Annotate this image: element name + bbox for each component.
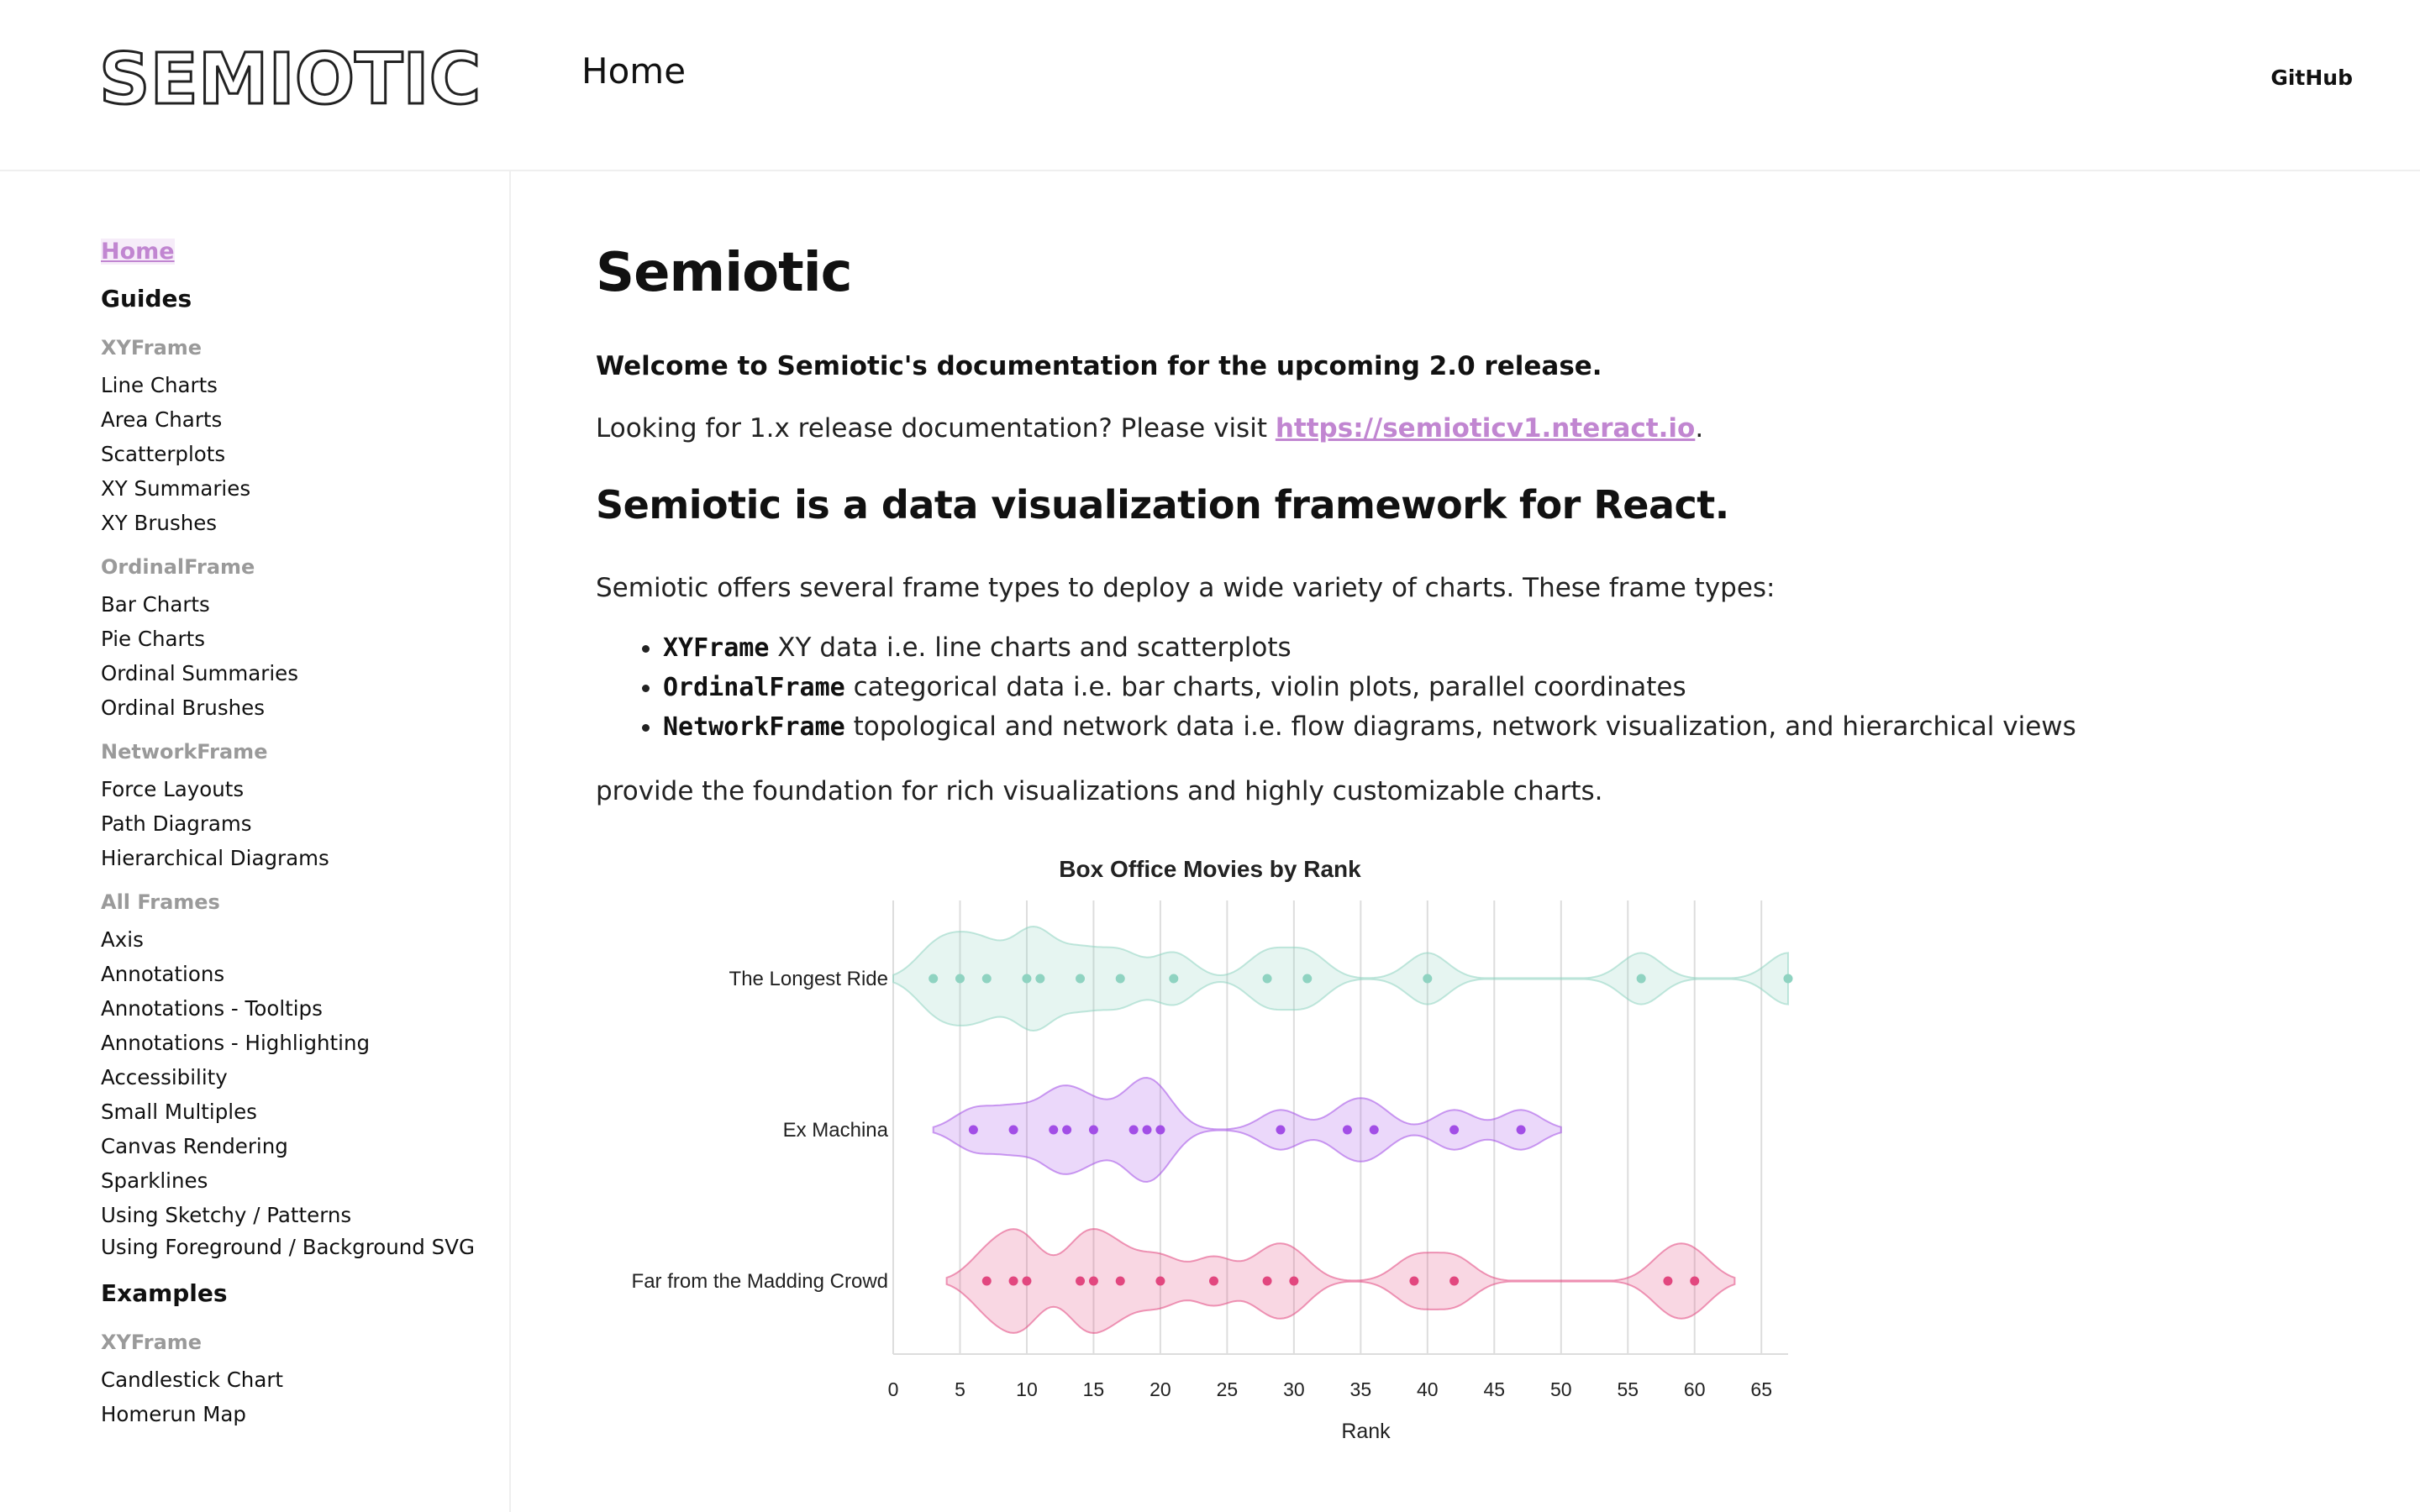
sidebar-content [101, 239, 487, 1446]
data-point [1637, 974, 1646, 984]
sidebar-item-home[interactable]: Home [101, 239, 175, 265]
data-point [1035, 974, 1044, 984]
looking-suffix: . [1695, 413, 1704, 444]
data-point [1089, 1126, 1098, 1135]
sidebar-item[interactable]: Ordinal Brushes [101, 696, 265, 720]
violin-chart [605, 840, 1815, 1478]
sidebar-item[interactable]: Area Charts [101, 407, 223, 432]
github-link[interactable]: GitHub [2270, 66, 2353, 90]
semiotic-logo[interactable] [99, 38, 481, 120]
frame-types-list [596, 628, 2076, 747]
x-tick-label: 20 [1150, 1378, 1171, 1400]
sidebar-item[interactable]: Pie Charts [101, 627, 205, 651]
data-point [1517, 1126, 1526, 1135]
data-point [1143, 1126, 1152, 1135]
data-point [929, 974, 938, 984]
frame-type-desc: XY data i.e. line charts and scatterplots [769, 633, 1292, 663]
sidebar-group [101, 1331, 487, 1431]
data-point [955, 974, 965, 984]
sidebar-item[interactable]: Annotations - Highlighting [101, 1031, 371, 1055]
data-point [1302, 974, 1312, 984]
sidebar-item[interactable]: Force Layouts [101, 777, 245, 801]
data-point [1209, 1277, 1218, 1286]
data-point [1263, 974, 1272, 984]
data-point [1263, 1277, 1272, 1286]
data-point [1690, 1277, 1699, 1286]
guides-list [101, 336, 487, 1263]
sidebar-group-label: OrdinalFrame [101, 555, 255, 579]
x-tick-label: 40 [1417, 1378, 1439, 1400]
category-label: Ex Machina [782, 1119, 888, 1142]
chart-title: Box Office Movies by Rank [1059, 856, 1361, 882]
top-header [0, 0, 2420, 171]
x-tick-label: 55 [1617, 1378, 1639, 1400]
sidebar-group [101, 890, 487, 1263]
x-tick-label: 25 [1216, 1378, 1239, 1400]
data-point [1129, 1126, 1139, 1135]
frame-type-item [663, 628, 2076, 668]
sidebar-item[interactable]: Accessibility [101, 1065, 228, 1089]
frame-type-item [663, 668, 2076, 707]
v1-docs-link[interactable]: https://semioticv1.nteract.io [1275, 413, 1696, 444]
sidebar-group [101, 336, 487, 540]
data-point [1155, 1277, 1165, 1286]
sidebar-item[interactable]: Line Charts [101, 373, 218, 397]
x-axis-label: Rank [1341, 1420, 1391, 1443]
frame-type-desc: categorical data i.e. bar charts, violin plots, parallel coordinates [844, 672, 1686, 702]
sidebar-item[interactable]: Annotations - Tooltips [101, 996, 323, 1021]
data-point [1370, 1126, 1379, 1135]
data-point [1076, 1277, 1085, 1286]
data-point [1276, 1126, 1285, 1135]
sidebar-item[interactable]: XY Summaries [101, 476, 251, 501]
sidebar-item[interactable]: Scatterplots [101, 442, 226, 466]
subtitle-heading: Semiotic is a data visualization framework for React. [596, 482, 1729, 528]
sidebar-heading-guides: Guides [101, 285, 192, 312]
welcome-text: Welcome to Semiotic's documentation for the upcoming 2.0 release. [596, 351, 1602, 381]
data-point [1062, 1126, 1071, 1135]
sidebar-item[interactable]: XY Brushes [101, 511, 218, 535]
data-point [1449, 1126, 1459, 1135]
data-point [1784, 974, 1793, 984]
data-point [1009, 1126, 1018, 1135]
sidebar-group [101, 740, 487, 875]
frame-type-name: OrdinalFrame [663, 673, 845, 702]
data-point [1022, 974, 1031, 984]
data-point [1022, 1277, 1031, 1286]
frame-type-name: NetworkFrame [663, 712, 845, 742]
looking-prefix: Looking for 1.x release documentation? Please visit [596, 413, 1276, 444]
sidebar-item[interactable]: Path Diagrams [101, 811, 252, 836]
category-label: The Longest Ride [729, 968, 888, 990]
provide-text: provide the foundation for rich visualizations and highly customizable charts. [596, 776, 1603, 806]
data-point [982, 1277, 992, 1286]
offers-text: Semiotic offers several frame types to deploy a wide variety of charts. These frame types: [596, 573, 1776, 603]
x-tick-label: 30 [1283, 1378, 1305, 1400]
sidebar-item[interactable]: Candlestick Chart [101, 1368, 284, 1392]
sidebar-item[interactable]: Homerun Map [101, 1402, 246, 1426]
x-tick-label: 0 [887, 1378, 899, 1400]
sidebar-item[interactable]: Small Multiples [101, 1100, 257, 1124]
sidebar-group-label: NetworkFrame [101, 740, 268, 764]
sidebar-item[interactable]: Ordinal Summaries [101, 661, 298, 685]
x-tick-label: 45 [1483, 1378, 1506, 1400]
x-tick-label: 10 [1016, 1378, 1038, 1400]
frame-type-desc: topological and network data i.e. flow diagrams, network visualization, and hierarchical views [844, 711, 2076, 742]
sidebar-item[interactable]: Axis [101, 927, 144, 952]
x-tick-label: 5 [955, 1378, 965, 1400]
data-point [1663, 1277, 1672, 1286]
x-tick-label: 35 [1349, 1378, 1372, 1400]
sidebar-group-label: XYFrame [101, 1331, 203, 1354]
data-point [1049, 1126, 1058, 1135]
data-point [1009, 1277, 1018, 1286]
data-point [1076, 974, 1085, 984]
page-heading: Semiotic [596, 242, 852, 304]
data-point [1449, 1277, 1459, 1286]
data-point [1116, 974, 1125, 984]
sidebar-group-label: All Frames [101, 890, 220, 914]
logo-outline-text: SEMIOTIC [99, 38, 481, 120]
sidebar-group [101, 555, 487, 725]
data-point [982, 974, 992, 984]
data-point [1343, 1126, 1352, 1135]
data-point [969, 1126, 978, 1135]
sidebar-item[interactable]: Sparklines [101, 1168, 208, 1193]
data-point [1169, 974, 1178, 984]
looking-text [596, 413, 1703, 444]
frame-type-item [663, 707, 2076, 747]
x-tick-label: 50 [1549, 1378, 1572, 1400]
violin-shape [947, 1229, 1735, 1333]
x-tick-label: 15 [1082, 1378, 1105, 1400]
sidebar-group-label: XYFrame [101, 336, 203, 360]
x-tick-label: 65 [1750, 1378, 1773, 1400]
x-tick-label: 60 [1683, 1378, 1706, 1400]
sidebar-heading-examples: Examples [101, 1279, 228, 1307]
logo-wordmark [99, 38, 481, 120]
sidebar-nav [0, 171, 511, 1512]
chart-svg [605, 840, 1815, 1478]
frame-type-name: XYFrame [663, 633, 770, 663]
data-point [1289, 1277, 1298, 1286]
sidebar-item[interactable]: Canvas Rendering [101, 1134, 288, 1158]
data-point [1155, 1126, 1165, 1135]
data-point [1116, 1277, 1125, 1286]
data-point [1423, 974, 1432, 984]
category-label: Far from the Madding Crowd [631, 1270, 888, 1293]
page-title-header: Home [581, 50, 687, 92]
sidebar-item[interactable]: Using Sketchy / Patterns [101, 1203, 352, 1227]
data-point [1089, 1277, 1098, 1286]
sidebar-item[interactable]: Annotations [101, 962, 225, 986]
sidebar-item[interactable]: Bar Charts [101, 592, 210, 617]
examples-list [101, 1331, 487, 1431]
sidebar-item[interactable]: Hierarchical Diagrams [101, 846, 329, 870]
sidebar-item[interactable]: Using Foreground / Background SVG [101, 1235, 475, 1259]
data-point [1409, 1277, 1418, 1286]
